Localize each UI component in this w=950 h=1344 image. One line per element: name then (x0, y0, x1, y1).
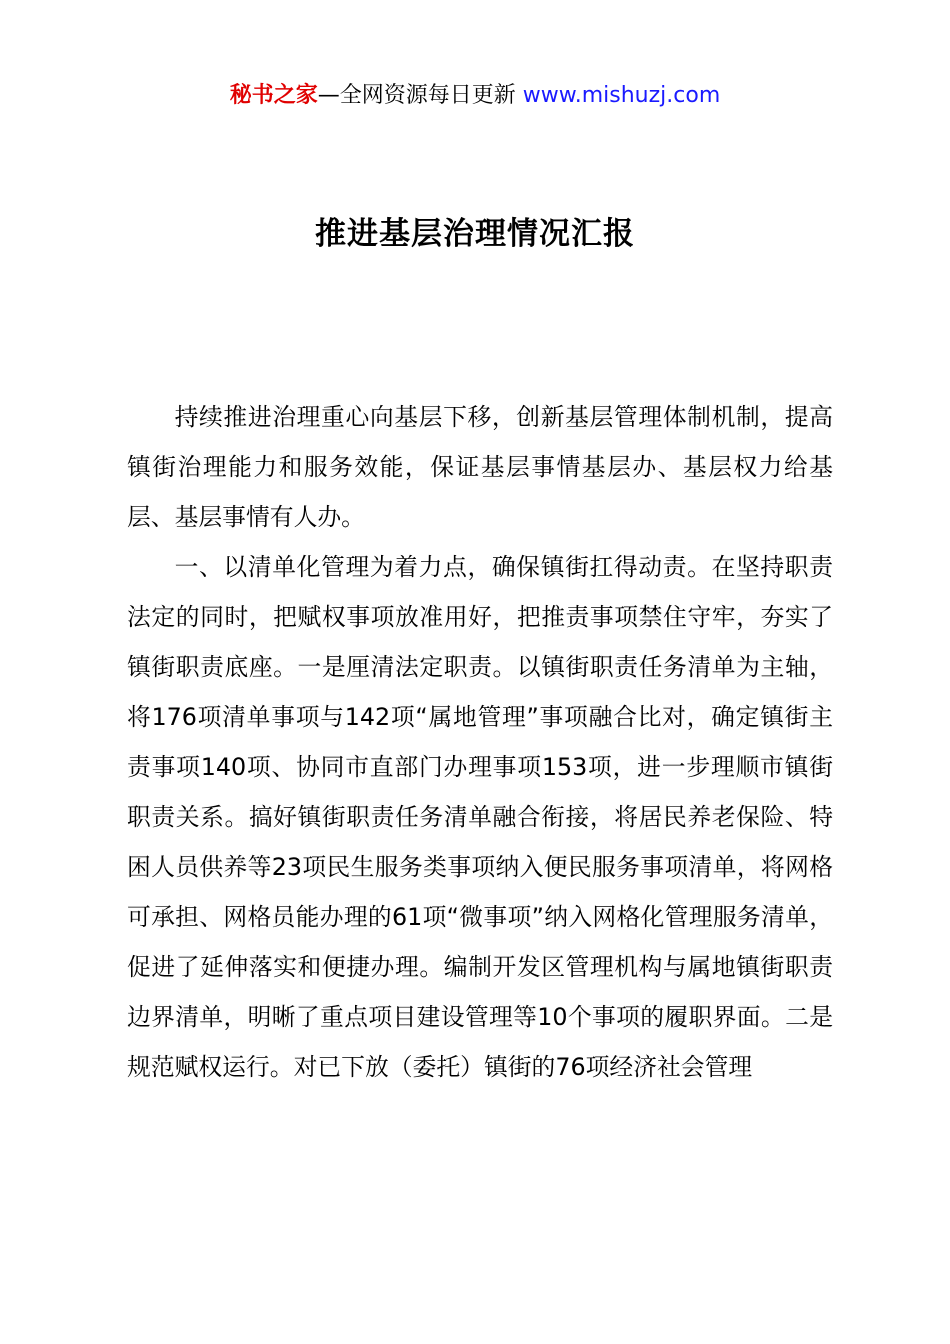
site-url-link[interactable]: www.mishuzj.com (522, 83, 721, 108)
paragraph-section-one: 一、以清单化管理为着力点，确保镇街扛得动责。在坚持职责法定的同时，把赋权事项放准用好，把推责事项禁住守牢，夯实了镇街职责底座。一是厘清法定职责。以镇街职责任务清单为主轴，将176项清单事项与142项“属地管理”事项融合比对，确定镇街主责事项140项、协同市直部门办理事项153项，进一步理顺市镇街职责关系。搞好镇街职责任务清单融合衔接，将居民养老保险、特困人员供养等23项民生服务类事项纳入便民服务事项清单，将网格可承担、网格员能办理的61项“微事项”纳入网格化管理服务清单，促进了延伸落实和便捷办理。编制开发区管理机构与属地镇街职责边界清单，明晰了重点项目建设管理等10个事项的履职界面。二是规范赋权运行。对已下放（委托）镇街的76项经济社会管理 (127, 553, 833, 1081)
paragraph-intro: 持续推进治理重心向基层下移，创新基层管理体制机制，提高镇街治理能力和服务效能，保证基层事情基层办、基层权力给基层、基层事情有人办。 (127, 403, 833, 531)
document-title: 推进基层治理情况汇报 (315, 216, 635, 252)
site-brand: 秘书之家 (229, 83, 318, 108)
site-tagline: —全网资源每日更新 (317, 83, 516, 108)
document-body (127, 392, 833, 1092)
site-header (0, 80, 950, 112)
